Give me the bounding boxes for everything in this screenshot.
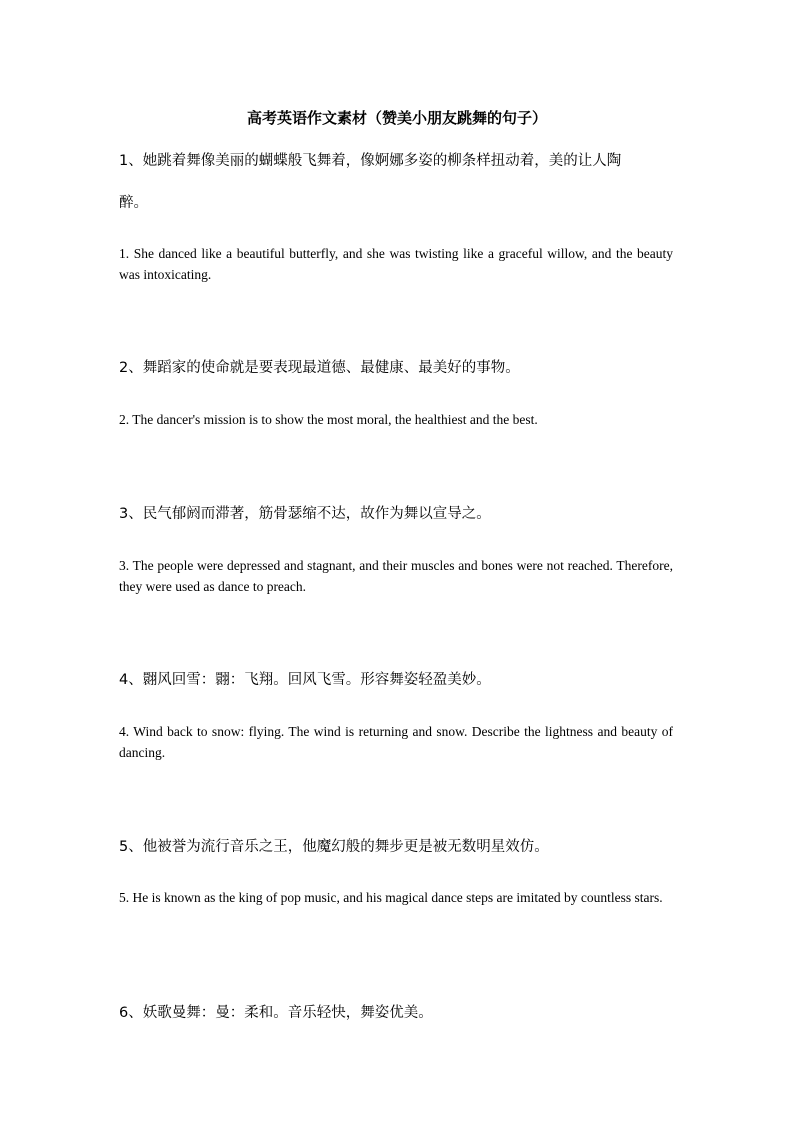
sentence-2-english: 2. The dancer's mission is to show the most moral, the healthiest and the best. [119,412,538,427]
sentence-4-english: 4. Wind back to snow: flying. The wind is returning and snow. Describe the lightness and beauty of dancing. [119,724,673,760]
sentence-1-english: 1. She danced like a beautiful butterfly, and she was twisting like a graceful willow, and the beauty was intoxicating. [119,246,673,282]
sentence-4-chinese: 4、翾风回雪：翾：飞翔。回风飞雪。形容舞姿轻盈美妙。 [119,672,491,688]
sentence-3-english: 3. The people were depressed and stagnant, and their muscles and bones were not reached. Therefore, they were used as dance to preach. [119,558,673,594]
sentence-2-chinese: 2、舞蹈家的使命就是要表现最道德、最健康、最美好的事物。 [119,360,520,376]
document-title: 高考英语作文素材（赞美小朋友跳舞的句子） [246,109,547,127]
sentence-5-chinese: 5、他被誉为流行音乐之王，他魔幻般的舞步更是被无数明星效仿。 [119,839,549,855]
sentence-1-chinese-line-1: 1、她跳着舞像美丽的蝴蝶般飞舞着，像婀娜多姿的柳条样扭动着，美的让人陶 [119,153,622,169]
sentence-1-chinese-line-2: 醉。 [119,195,148,211]
sentence-5-english: 5. He is known as the king of pop music, and his magical dance steps are imitated by countless stars. [119,890,663,905]
sentence-6-chinese: 6、妖歌曼舞：曼：柔和。音乐轻快，舞姿优美。 [119,1005,433,1021]
sentence-3-chinese: 3、民气郁阏而滞著，筋骨瑟缩不达，故作为舞以宣导之。 [119,506,491,522]
